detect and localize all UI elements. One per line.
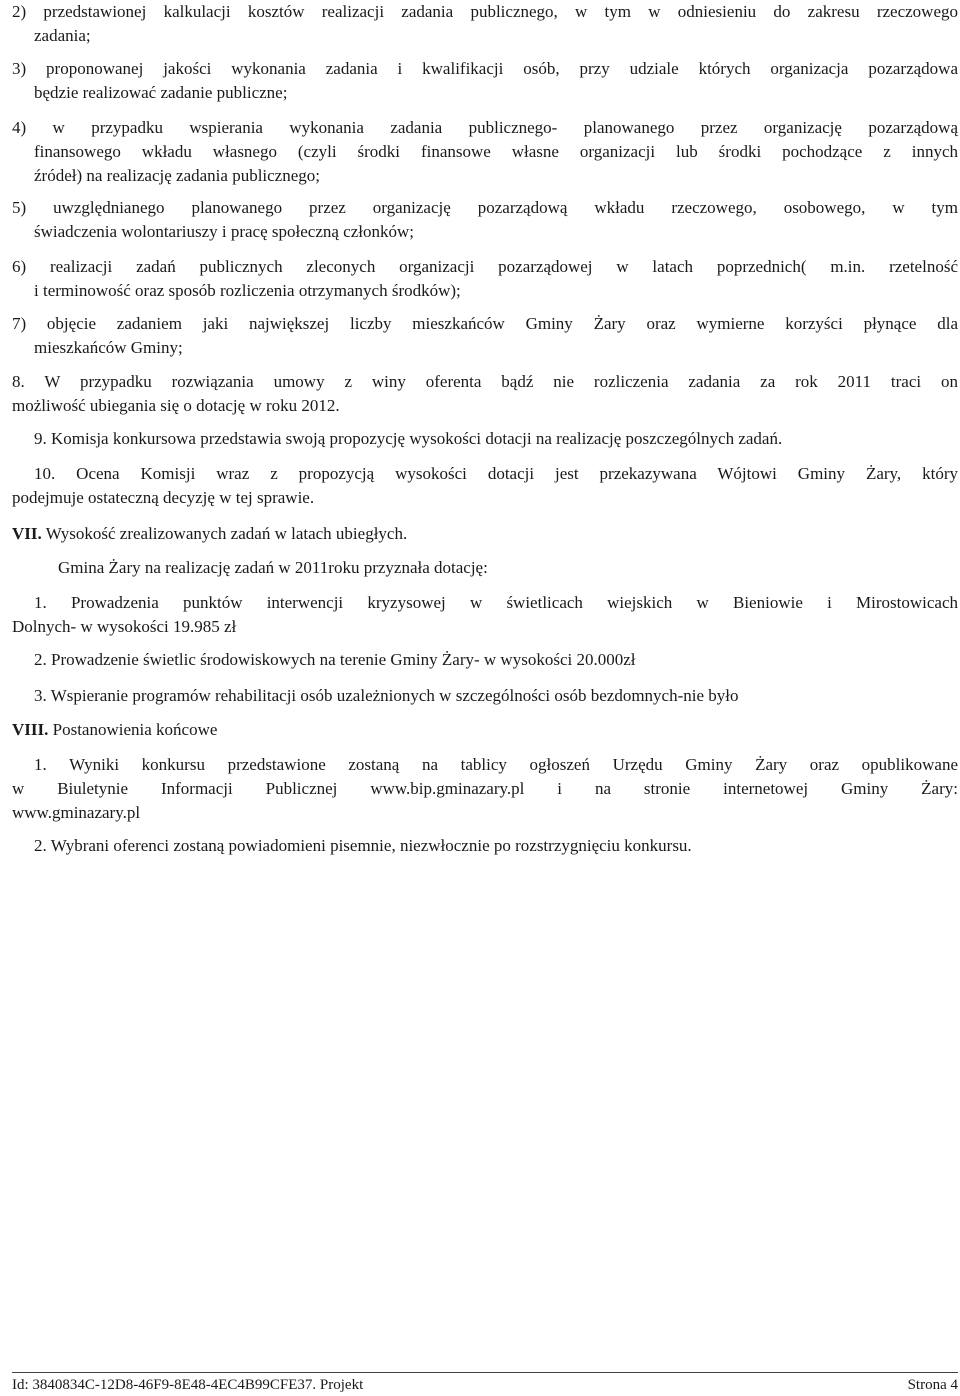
criteria-item-3 [12,57,958,105]
criteria-item-4 [12,116,958,188]
criteria-item-4-line2: finansowego wkładu własnego (czyli środki finansowe własne organizacji lub środki pochodzące z innych [34,142,958,161]
section-viii-number: VIII. [12,720,49,739]
criteria-item-7 [12,312,958,360]
grant-item-3-line1: 3. Wspieranie programów rehabilitacji osób uzależnionych w szczególności osób bezdomnych-nie było [34,686,739,705]
criteria-item-4-line3: źródeł) na realizację zadania publicznego; [34,166,320,185]
footer-divider [12,1372,958,1373]
criteria-item-7-line2: mieszkańców Gminy; [34,338,183,357]
criteria-item-3-line2: będzie realizować zadanie publiczne; [34,83,288,102]
grant-item-1-line1: 1. Prowadzenia punktów interwencji kryzysowej w świetlicach wiejskich w Bieniowie i Mirostowicach [34,593,958,612]
section-vii-title: Wysokość zrealizowanych zadań w latach ubiegłych. [45,524,408,543]
paragraph-8-line1: 8. W przypadku rozwiązania umowy z winy oferenta bądź nie rozliczenia zadania za rok 2011 traci on [12,372,958,391]
criteria-item-2-line2: zadania; [34,26,91,45]
section-vii-number: VII. [12,524,42,543]
paragraph-10-line2: podejmuje ostateczną decyzję w tej sprawie. [12,488,315,507]
grant-item-1 [12,591,958,639]
criteria-item-3-line1: 3) proponowanej jakości wykonania zadania i kwalifikacji osób, przy udziale których organizacja pozarządowa [12,59,958,78]
criteria-item-4-line1: 4) w przypadku wspierania wykonania zadania publicznego- planowanego przez organizację pozarządową [12,118,958,137]
grant-item-3 [12,684,958,708]
criteria-item-5-line1: 5) uwzględnianego planowanego przez organizację pozarządową wkładu rzeczowego, osobowego, w tym [12,198,958,217]
criteria-item-2-line1: 2) przedstawionej kalkulacji kosztów realizacji zadania publicznego, w tym w odniesieniu do zakresu rzeczowego [12,2,958,21]
final-item-1-line3: www.gminazary.pl [12,803,141,822]
paragraph-8-line2: możliwość ubiegania się o dotację w roku 2012. [12,396,340,415]
grant-item-1-line2: Dolnych- w wysokości 19.985 zł [12,617,237,636]
paragraph-9-line1: 9. Komisja konkursowa przedstawia swoją propozycję wysokości dotacji na realizację poszczególnych zadań. [34,429,783,448]
final-item-2-line1: 2. Wybrani oferenci zostaną powiadomieni pisemnie, niezwłocznie po rozstrzygnięciu konkursu. [34,836,692,855]
grant-item-2 [12,648,958,672]
final-item-1 [12,753,958,825]
paragraph-10 [12,462,958,510]
grant-intro [12,556,958,580]
criteria-item-6-line2: i terminowość oraz sposób rozliczenia otrzymanych środków); [34,281,461,300]
paragraph-8 [12,370,958,418]
footer-document-id: Id: 3840834C-12D8-46F9-8E48-4EC4B99CFE37. Projekt [12,1377,364,1393]
paragraph-9 [12,427,958,451]
paragraph-10-line1: 10. Ocena Komisji wraz z propozycją wysokości dotacji jest przekazywana Wójtowi Gminy Żary, który [34,464,958,483]
final-item-1-line1: 1. Wyniki konkursu przedstawione zostaną na tablicy ogłoszeń Urzędu Gminy Żary oraz opublikowane [34,755,958,774]
criteria-item-5-line2: świadczenia wolontariuszy i pracę społeczną członków; [34,222,414,241]
section-viii-heading [12,718,958,742]
criteria-item-6 [12,255,958,303]
criteria-item-6-line1: 6) realizacji zadań publicznych zleconych organizacji pozarządowej w latach poprzednich( m.in. rzetelność [12,257,958,276]
criteria-item-7-line1: 7) objęcie zadaniem jaki największej liczby mieszkańców Gminy Żary oraz wymierne korzyści płynące dla [12,314,958,333]
grant-intro-text: Gmina Żary na realizację zadań w 2011roku przyznała dotację: [58,558,488,577]
section-viii-title: Postanowienia końcowe [52,720,218,739]
final-item-2 [12,834,958,858]
criteria-item-2 [12,0,958,48]
grant-item-2-line1: 2. Prowadzenie świetlic środowiskowych na terenie Gminy Żary- w wysokości 20.000zł [34,650,636,669]
final-item-1-line2: w Biuletynie Informacji Publicznej www.bip.gminazary.pl i na stronie internetowej Gminy Żary: [12,779,958,798]
section-vii-heading [12,522,958,546]
footer-page-number: Strona 4 [907,1377,958,1393]
criteria-item-5 [12,196,958,244]
